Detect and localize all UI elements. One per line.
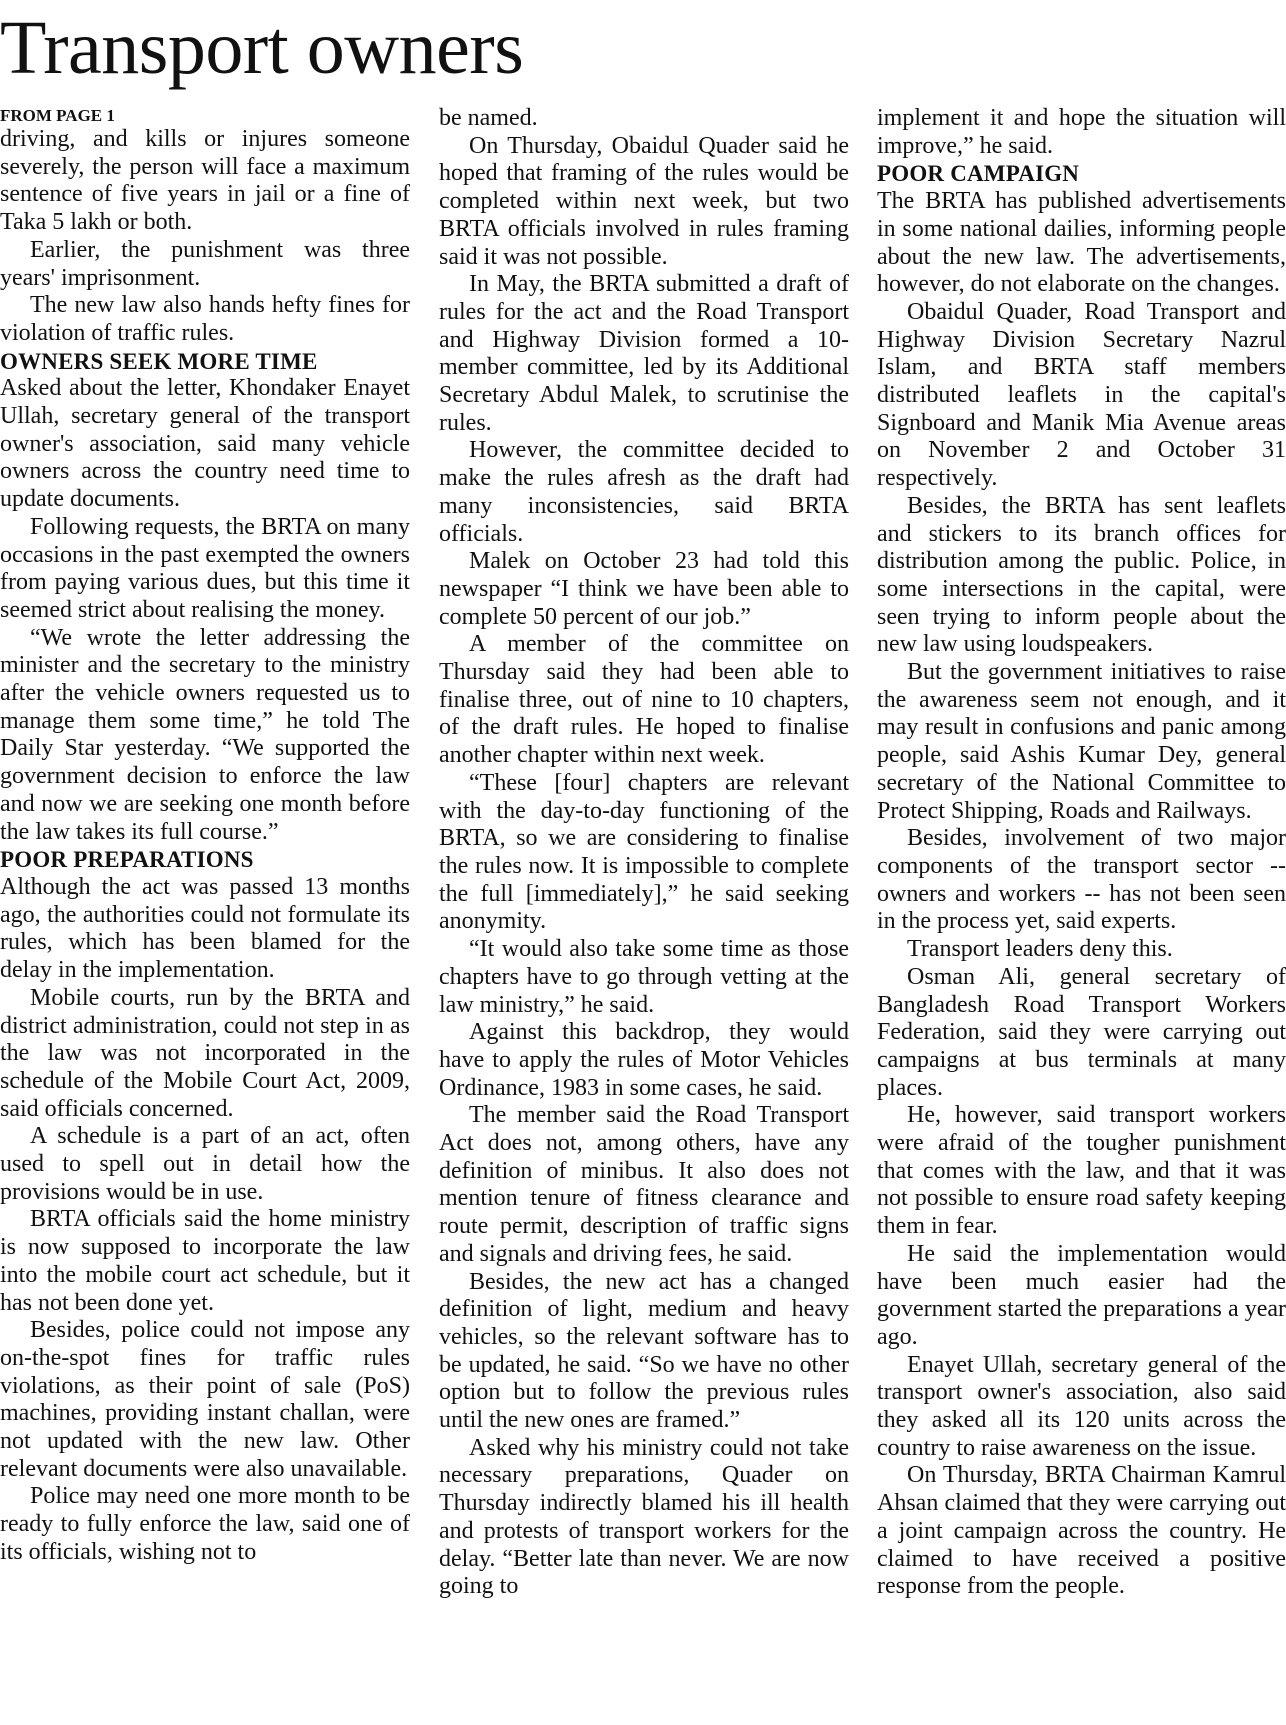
paragraph: implement it and hope the situation will improve,” he said. bbox=[877, 105, 1286, 159]
paragraph: Besides, police could not impose any on-the-spot fines for traffic rules violations, as their point of sale (PoS) machines, providing instant challan, were not updated with the new law. Other relevant documents were also unavailable. bbox=[0, 1317, 410, 1482]
paragraph: Transport leaders deny this. bbox=[907, 936, 1173, 963]
article-column-3 bbox=[877, 105, 1286, 1601]
paragraph: Against this backdrop, they would have to apply the rules of Motor Vehicles Ordinance, 1983 in some cases, he said. bbox=[439, 1019, 849, 1101]
headline: Transport owners bbox=[0, 6, 524, 90]
paragraph: “It would also take some time as those chapters have to go through vetting at the law ministry,” he said. bbox=[439, 936, 849, 1018]
paragraph: He, however, said transport workers were afraid of the tougher punishment that comes with the law, and that it was not possible to ensure road safety keeping them in fear. bbox=[877, 1102, 1286, 1240]
paragraph: Besides, involvement of two major components of the transport sector -- owners and workers -- has not been seen in the process yet, said experts. bbox=[877, 825, 1286, 935]
subheading: POOR PREPARATIONS bbox=[0, 847, 254, 873]
paragraph: Enayet Ullah, secretary general of the transport owner's association, also said they asked all its 120 units across the country to raise awareness on the issue. bbox=[877, 1351, 1286, 1461]
paragraph: Following requests, the BRTA on many occasions in the past exempted the owners from paying various dues, but this time it seemed strict about realising the money. bbox=[0, 513, 410, 623]
subheading: POOR CAMPAIGN bbox=[877, 161, 1080, 187]
paragraph: Malek on October 23 had told this newspaper “I think we have been able to complete 50 percent of our job.” bbox=[439, 548, 849, 630]
subheading: OWNERS SEEK MORE TIME bbox=[0, 348, 318, 374]
paragraph: A member of the committee on Thursday said they had been able to finalise three, out of nine to 10 chapters, of the draft rules. He hoped to finalise another chapter within next week. bbox=[439, 631, 849, 769]
paragraph: However, the committee decided to make the rules afresh as the draft had many inconsistencies, said BRTA officials. bbox=[439, 437, 849, 547]
paragraph: In May, the BRTA submitted a draft of rules for the act and the Road Transport and Highway Division formed a 10-member committee, led by its Additional Secretary Abdul Malek, to scrutinise the rules. bbox=[439, 271, 849, 436]
paragraph: The BRTA has published advertisements in some national dailies, informing people about the new law. The advertisements, however, do not elaborate on the changes. bbox=[877, 188, 1286, 298]
paragraph: Earlier, the punishment was three years' imprisonment. bbox=[0, 236, 410, 291]
paragraph: The new law also hands hefty fines for violation of traffic rules. bbox=[0, 292, 410, 346]
paragraph: Police may need one more month to be ready to fully enforce the law, said one of its officials, wishing not to bbox=[0, 1483, 410, 1565]
paragraph: On Thursday, Obaidul Quader said he hoped that framing of the rules would be completed within next week, but two BRTA officials involved in rules framing said it was not possible. bbox=[439, 132, 849, 270]
article-column-2 bbox=[439, 105, 849, 1601]
paragraph: Although the act was passed 13 months ago, the authorities could not formulate its rules, which has been blamed for the delay in the implementation. bbox=[0, 873, 410, 984]
paragraph: be named. bbox=[439, 105, 538, 131]
paragraph: A schedule is a part of an act, often used to spell out in detail how the provisions would be in use. bbox=[0, 1123, 410, 1205]
paragraph: Obaidul Quader, Road Transport and Highway Division Secretary Nazrul Islam, and BRTA staff members distributed leaflets in the capital's Signboard and Manik Mia Avenue areas on November 2 and October 31 respectively. bbox=[877, 298, 1286, 492]
article-column-1 bbox=[0, 105, 410, 1567]
paragraph: BRTA officials said the home ministry is now supposed to incorporate the law into the mobile court act schedule, but it has not been done yet. bbox=[0, 1206, 410, 1316]
paragraph: Besides, the new act has a changed definition of light, medium and heavy vehicles, so the relevant software has to be updated, he said. “So we have no other option but to follow the previous rules until the new ones are framed.” bbox=[439, 1268, 849, 1434]
paragraph: He said the implementation would have been much easier had the government started the preparations a year ago. bbox=[877, 1240, 1286, 1350]
paragraph: The member said the Road Transport Act does not, among others, have any definition of minibus. It also does not mention tenure of fitness clearance and route permit, description of traffic signs and signals and driving fees, he said. bbox=[439, 1102, 849, 1267]
paragraph: Asked why his ministry could not take necessary preparations, Quader on Thursday indirectly blamed his ill health and protests of transport workers for the delay. “Better late than never. We are now going to bbox=[439, 1434, 849, 1600]
paragraph: driving, and kills or injures someone severely, the person will face a maximum sentence of five years in jail or a fine of Taka 5 lakh or both. bbox=[0, 126, 410, 236]
paragraph: But the government initiatives to raise the awareness seem not enough, and it may result in confusions and panic among people, said Ashis Kumar Dey, general secretary of the National Committee to Protect Shipping, Roads and Railways. bbox=[877, 659, 1286, 824]
paragraph: On Thursday, BRTA Chairman Kamrul Ahsan claimed that they were carrying out a joint campaign across the country. He claimed to have received a positive response from the people. bbox=[877, 1462, 1286, 1600]
paragraph: “We wrote the letter addressing the minister and the secretary to the ministry after the vehicle owners requested us to manage them some time,” he told The Daily Star yesterday. “We supported the government decision to enforce the law and now we are seeking one month before the law takes its full course.” bbox=[0, 624, 410, 845]
paragraph: “These [four] chapters are relevant with the day-to-day functioning of the BRTA, so we are considering to finalise the rules now. It is impossible to complete the full [immediately],” he said seeking anonymity. bbox=[439, 769, 849, 935]
paragraph: Osman Ali, general secretary of Bangladesh Road Transport Workers Federation, said they were carrying out campaigns at bus terminals at many places. bbox=[877, 963, 1286, 1101]
paragraph: Besides, the BRTA has sent leaflets and stickers to its branch offices for distribution among the public. Police, in some intersections in the capital, were seen trying to inform people about the new law using loudspeakers. bbox=[877, 492, 1286, 658]
paragraph: Asked about the letter, Khondaker Enayet Ullah, secretary general of the transport owner's association, said many vehicle owners across the country need time to update documents. bbox=[0, 375, 410, 513]
paragraph: Mobile courts, run by the BRTA and district administration, could not step in as the law was not incorporated in the schedule of the Mobile Court Act, 2009, said officials concerned. bbox=[0, 984, 410, 1122]
from-page-label: FROM PAGE 1 bbox=[0, 106, 115, 125]
